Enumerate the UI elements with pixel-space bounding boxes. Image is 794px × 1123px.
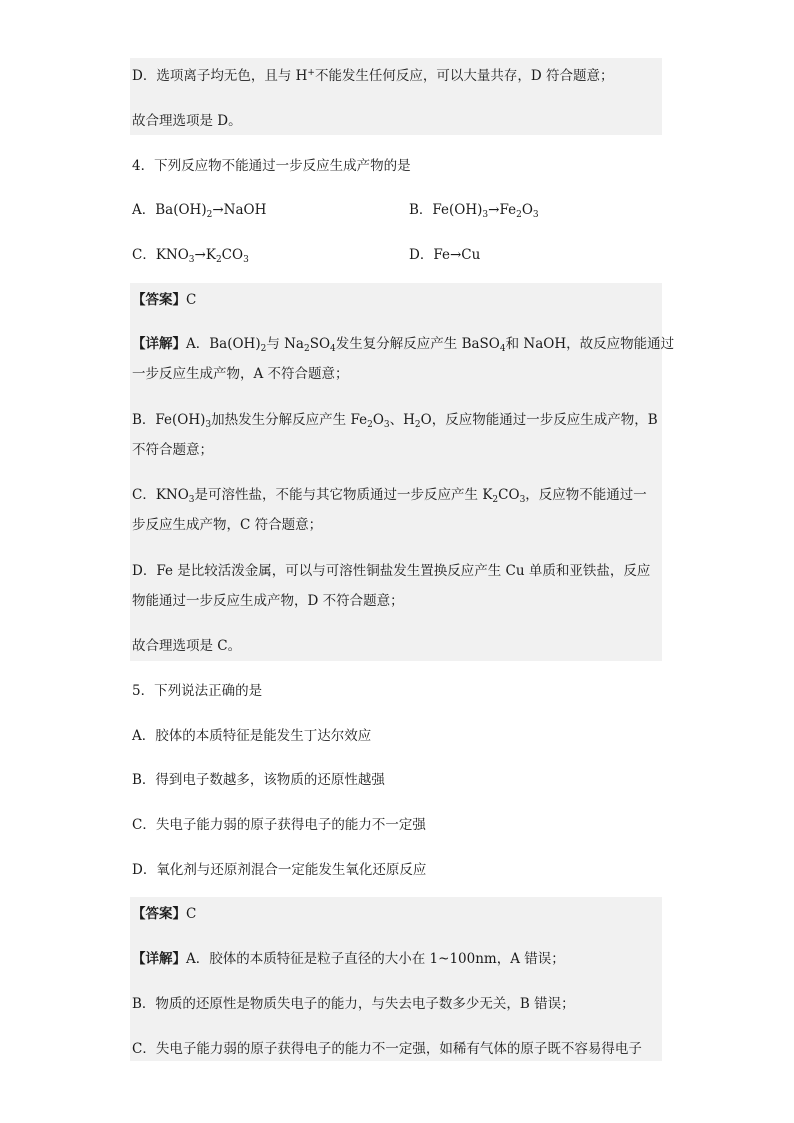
q4-detail-b-line2: 不符合题意； <box>132 442 213 458</box>
q5-answer: 【答案】C <box>132 906 197 922</box>
prev-conclusion: 故合理选项是 D。 <box>132 113 242 129</box>
q5-option-b: B．得到电子数越多，该物质的还原性越强 <box>132 772 385 788</box>
prev-detail-d: D．选项离子均无色，且与 H+不能发生任何反应，可以大量共存，D 符合题意； <box>132 68 614 84</box>
q4-detail-c-line1: C．$KNO_3$是可溶性盐，不能与其它物质通过一步反应产生 $K_2CO_3$，反应物不能通过一 <box>132 487 647 505</box>
q4-option-d: D．Fe→Cu <box>409 247 481 263</box>
q5-detail-c: C．失电子能力弱的原子获得电子的能力不一定强，如稀有气体的原子既不容易得电子 <box>132 1041 642 1057</box>
q4-option-a: A．$Ba(OH)_2\to NaOH$ <box>132 202 267 220</box>
explanation-block-q5 <box>130 897 662 1061</box>
q4-detail-c-line2: 步反应生成产物，C 符合题意； <box>132 517 323 533</box>
q5-detail-a: 【详解】A．胶体的本质特征是粒子直径的大小在 1~100nm，A 错误； <box>132 951 565 967</box>
q4-conclusion: 故合理选项是 C。 <box>132 638 242 654</box>
q5-option-d: D．氧化剂与还原剂混合一定能发生氧化还原反应 <box>132 862 427 878</box>
q5-option-c: C．失电子能力弱的原子获得电子的能力不一定强 <box>132 817 426 833</box>
q4-answer: 【答案】C <box>132 292 197 308</box>
q4-detail-b-line1: B．$Fe(OH)_3$加热发生分解反应产生 $Fe_2O_3$、$H_2O$，反应物能通过一步反应生成产物，B <box>132 412 658 430</box>
q4-detail-d-line1: D．Fe 是比较活泼金属，可以与可溶性铜盐发生置换反应产生 Cu 单质和亚铁盐，反应 <box>132 563 651 579</box>
q4-detail-d-line2: 物能通过一步反应生成产物，D 不符合题意； <box>132 593 404 609</box>
q4-detail-a-line2: 一步反应生成产物，A 不符合题意； <box>132 366 349 382</box>
q5-stem: 5．下列说法正确的是 <box>132 683 263 699</box>
q4-stem: 4．下列反应物不能通过一步反应生成产物的是 <box>132 158 411 174</box>
q4-option-b: B．$Fe(OH)_3\to Fe_2O_3$ <box>409 202 539 220</box>
q5-option-a: A．胶体的本质特征是能发生丁达尔效应 <box>132 728 372 744</box>
q4-detail-a-line1: 【详解】A．$Ba(OH)_2$与 $Na_2SO_4$发生复分解反应产生 BaSO$_4$和 NaOH，故反应物能通过 <box>132 336 675 354</box>
q5-detail-b: B．物质的还原性是物质失电子的能力，与失去电子数多少无关，B 错误； <box>132 996 575 1012</box>
q4-option-c: C．$KNO_3\to K_2CO_3$ <box>132 247 249 265</box>
